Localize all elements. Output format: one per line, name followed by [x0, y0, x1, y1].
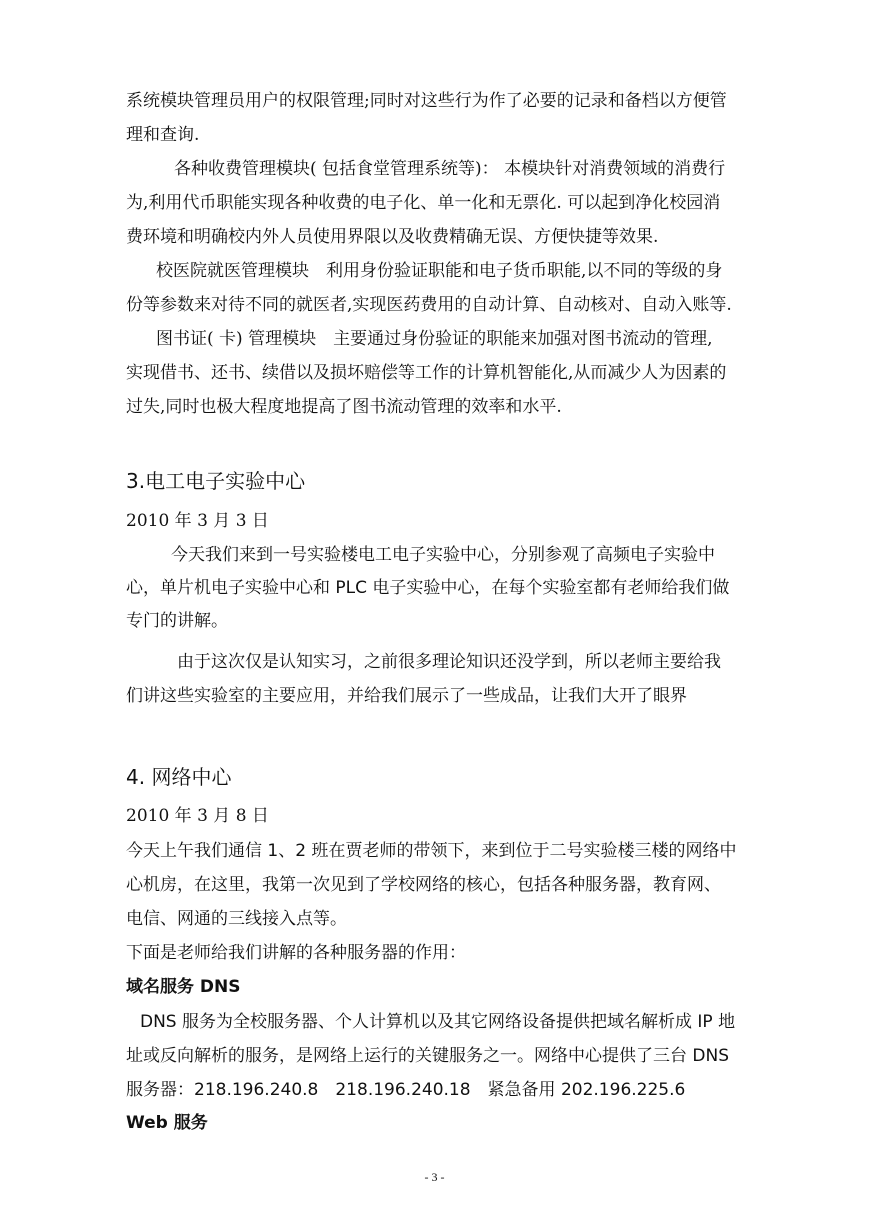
text-line: 心机房，在这里，我第一次见到了学校网络的核心，包括各种服务器，教育网、 — [126, 875, 721, 895]
text-line: 电信、网通的三线接入点等。 — [126, 909, 347, 929]
text-line: 各种收费管理模块( 包括食堂管理系统等)： 本模块针对消费领域的消费行 — [174, 159, 726, 179]
text-line: 为,利用代币职能实现各种收费的电子化、单一化和无票化. 可以起到净化校园消 — [126, 193, 721, 213]
text-line: 今天上午我们通信 1、2 班在贾老师的带领下，来到位于二号实验楼三楼的网络中 — [126, 841, 737, 861]
section-heading: 3.电工电子实验中心 — [126, 469, 306, 493]
subheading-dns: 域名服务 DNS — [126, 977, 241, 997]
text-line: 实现借书、还书、续借以及损坏赔偿等工作的计算机智能化,从而减少人为因素的 — [126, 363, 727, 383]
text-line: 专门的讲解。 — [126, 611, 228, 631]
page-number: - 3 - — [424, 1170, 445, 1184]
section-date: 2010 年 3 月 8 日 — [126, 806, 269, 826]
text-line: DNS 服务为全校服务器、个人计算机以及其它网络设备提供把域名解析成 IP 地 — [140, 1012, 736, 1032]
text-line: 校医院就医管理模块 利用身份验证职能和电子货币职能,以不同的等级的身 — [156, 261, 723, 281]
text-line: 理和查询. — [126, 125, 200, 145]
text-line: 系统模块管理员用户的权限管理;同时对这些行为作了必要的记录和备档以方便管 — [126, 91, 727, 111]
section-date: 2010 年 3 月 3 日 — [126, 511, 269, 531]
text-line: 过失,同时也极大程度地提高了图书流动管理的效率和水平. — [126, 397, 562, 417]
text-line: 址或反向解析的服务，是网络上运行的关键服务之一。网络中心提供了三台 DNS — [126, 1046, 730, 1066]
section-heading: 4. 网络中心 — [126, 765, 232, 789]
subheading-web: Web 服务 — [126, 1113, 208, 1133]
text-line: 心，单片机电子实验中心和 PLC 电子实验中心，在每个实验室都有老师给我们做 — [126, 578, 730, 598]
text-line: 图书证( 卡) 管理模块 主要通过身份验证的职能来加强对图书流动的管理, — [156, 329, 713, 349]
text-line: 份等参数来对待不同的就医者,实现医药费用的自动计算、自动核对、自动入账等. — [126, 295, 732, 315]
text-line: 费环境和明确校内外人员使用界限以及收费精确无误、方便快捷等效果. — [126, 227, 659, 247]
text-line: 下面是老师给我们讲解的各种服务器的作用： — [126, 943, 466, 963]
text-line: 今天我们来到一号实验楼电工电子实验中心，分别参观了高频电子实验中 — [171, 545, 715, 565]
text-line: 由于这次仅是认知实习，之前很多理论知识还没学到，所以老师主要给我 — [177, 652, 721, 672]
text-line: 服务器：218.196.240.8 218.196.240.18 紧急备用 202.196.225.6 — [126, 1080, 686, 1100]
text-line: 们讲这些实验室的主要应用，并给我们展示了一些成品，让我们大开了眼界 — [126, 686, 687, 706]
